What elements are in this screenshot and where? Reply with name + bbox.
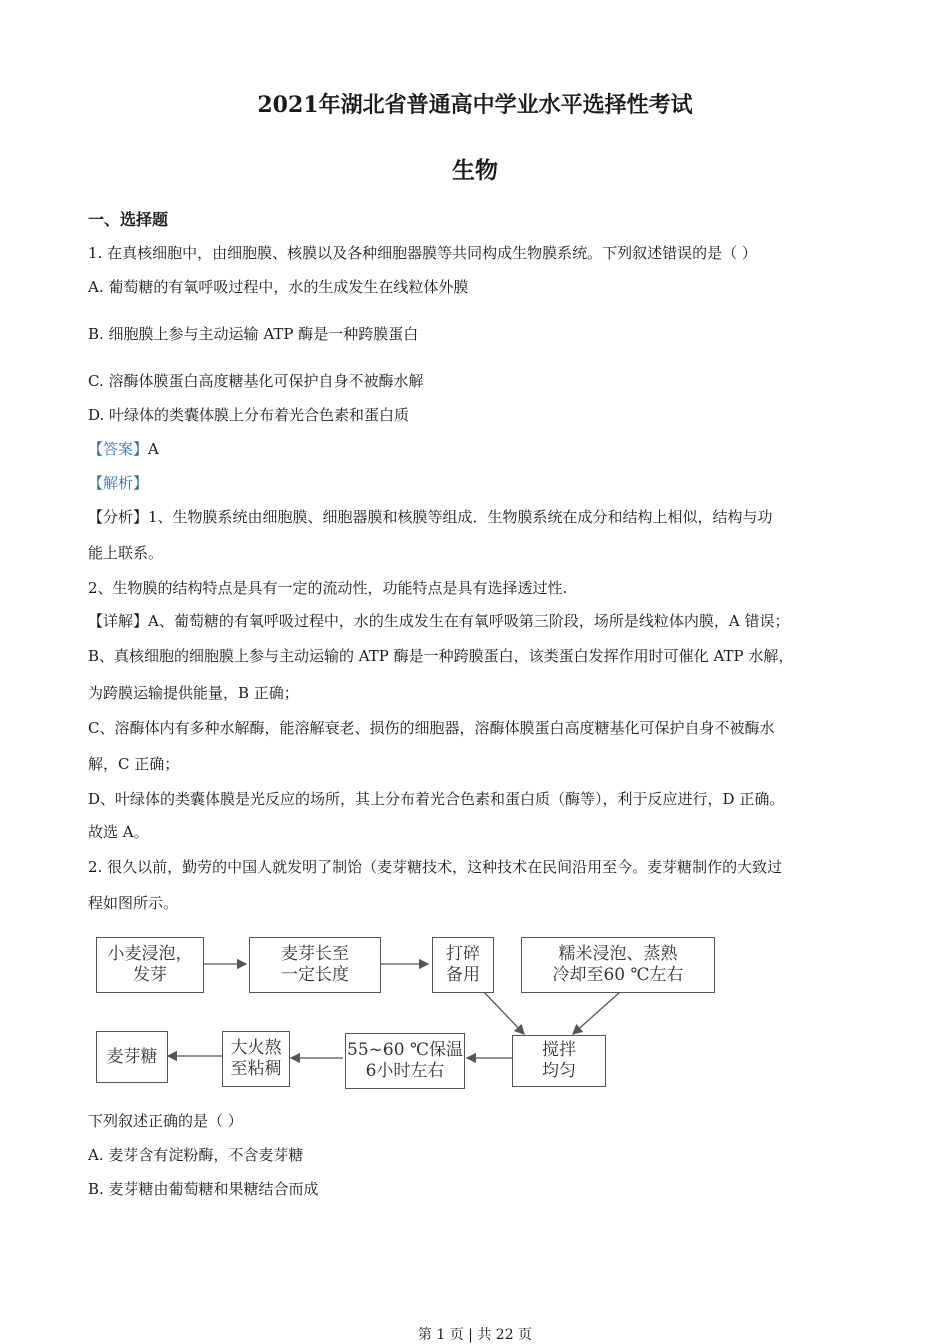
page-footer: 第 1 页 | 共 22 页 [417,1327,533,1343]
q1-analysis-line: 【详解】A、葡萄糖的有氧呼吸过程中，水的生成发生在有氧呼吸第三阶段，场所是线粒体内膜，A 错误； [88,612,790,630]
q2-stem-cont: 程如图所示。 [88,894,179,912]
flow-text: 55~60 ℃保温 [347,1040,463,1060]
flow-step-stir [512,1035,606,1087]
q1-option-d: D. 叶绿体的类囊体膜上分布着光合色素和蛋白质 [88,406,410,424]
q1-analysis-line: 解，C 正确； [88,755,180,773]
flow-step-keep-warm [345,1033,465,1089]
q1-option-c: C. 溶酶体膜蛋白高度糖基化可保护自身不被酶水解 [88,372,424,390]
q1-analysis-line: B、真核细胞的细胞膜上参与主动运输的 ATP 酶是一种跨膜蛋白，该类蛋白发挥作用时可催化 ATP 水解， [88,647,794,665]
flow-step-rice [521,937,715,993]
flow-step-maltose [96,1031,168,1083]
q1-analysis-line: 2、生物膜的结构特点是具有一定的流动性，功能特点是具有选择透过性. [88,579,568,597]
flow-text: 糯米浸泡、蒸熟 [558,944,678,964]
subject-title: 生物 [452,157,498,184]
section-heading: 一、选择题 [88,210,169,229]
analysis-label: 【解析】 [88,474,149,492]
flow-text: 一定长度 [281,965,349,985]
q1-stem: 1. 在真核细胞中，由细胞膜、核膜以及各种细胞器膜等共同构成生物膜系统。下列叙述错误的是（ ） [88,244,757,262]
answer-value: A [148,440,159,458]
q1-analysis-line: 【分析】1、生物膜系统由细胞膜、细胞器膜和核膜等组成．生物膜系统在成分和结构上相似，结构与功 [88,508,773,526]
flow-text: 至粘稠 [230,1059,282,1079]
flow-step-boil [222,1031,290,1087]
q2-stem: 2. 很久以前，勤劳的中国人就发明了制饴（麦芽糖技术，这种技术在民间沿用至今。麦芽糖制作的大致过 [88,858,783,876]
flow-text: 麦芽糖 [106,1046,158,1067]
q2-question: 下列叙述正确的是（ ） [88,1112,243,1130]
q1-analysis-line: 能上联系。 [88,544,164,562]
flow-text: 6小时左右 [365,1061,445,1081]
flow-text: 搅拌 [542,1040,576,1060]
q1-option-b: B. 细胞膜上参与主动运输 ATP 酶是一种跨膜蛋白 [88,325,419,343]
flow-text: 大火熬 [230,1038,282,1058]
exam-title: 2021年湖北省普通高中学业水平选择性考试 [257,92,693,118]
q1-analysis-line: D、叶绿体的类囊体膜是光反应的场所，其上分布着光合色素和蛋白质（酶等），利于反应进行，D 正确。 [88,790,785,808]
flow-text: 均匀 [542,1061,576,1081]
q1-analysis-line: C、溶酶体内有多种水解酶，能溶解衰老、损伤的细胞器，溶酶体膜蛋白高度糖基化可保护自身不被酶水 [88,719,775,737]
flow-text: 发芽 [133,965,167,985]
flow-text: 备用 [446,965,480,985]
flow-text: 冷却至60 ℃左右 [552,965,684,985]
q1-analysis-line: 为跨膜运输提供能量，B 正确； [88,684,299,702]
q2-option-a: A. 麦芽含有淀粉酶，不含麦芽糖 [88,1146,304,1164]
flow-text: 打碎 [446,944,480,964]
flow-step-soak-wheat [96,937,204,993]
q1-analysis-line: 故选 A。 [88,823,149,841]
answer-label: 【答案】 [88,440,149,458]
flow-text: 麦芽长至 [281,944,349,964]
q1-option-a: A. 葡萄糖的有氧呼吸过程中，水的生成发生在线粒体外膜 [88,278,469,296]
q2-option-b: B. 麦芽糖由葡萄糖和果糖结合而成 [88,1180,319,1198]
flow-step-malt-grow [249,937,381,993]
flow-text: 小麦浸泡， [107,944,193,964]
flow-step-crush [432,937,494,993]
